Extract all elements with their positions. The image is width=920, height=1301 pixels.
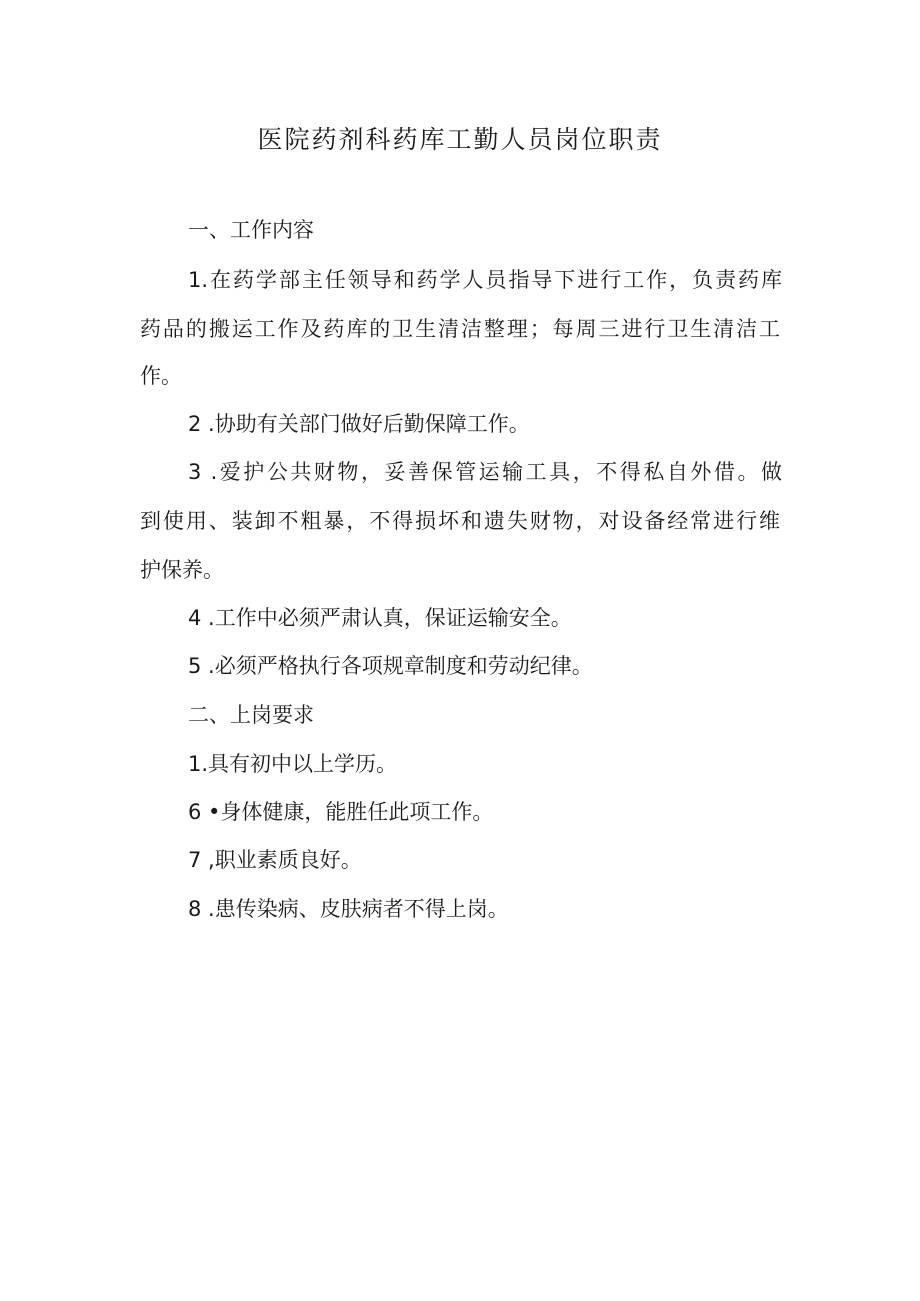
section-heading-work-content: 一、工作内容 [188, 218, 314, 242]
paragraph-line: 6 •身体健康，能胜任此项工作。 [188, 800, 494, 824]
paragraph-line: 8 .患传染病、皮肤病者不得上岗。 [188, 897, 509, 921]
paragraph-line: 作。 [140, 364, 182, 388]
section-heading-job-requirements: 二、上岗要求 [188, 703, 314, 727]
paragraph-line: 3 .爱护公共财物，妥善保管运输工具，不得私自外借。做 [188, 460, 782, 484]
paragraph-line: 7 ,职业素质良好。 [188, 848, 362, 872]
paragraph-line: 4 .工作中必须严肃认真，保证运输安全。 [188, 606, 572, 630]
paragraph-line: 1.具有初中以上学历。 [188, 752, 398, 776]
paragraph-line: 到使用、装卸不粗暴，不得损坏和遗失财物，对设备经常进行维 [140, 509, 780, 533]
paragraph-line: 2 .协助有关部门做好后勤保障工作。 [188, 412, 530, 436]
paragraph-line: 药品的搬运工作及药库的卫生清洁整理；每周三进行卫生清洁工 [140, 317, 780, 341]
paragraph-line: 护保养。 [140, 558, 224, 582]
paragraph-line: 5 .必须严格执行各项规章制度和劳动纪律。 [188, 654, 593, 678]
document-title: 医院药剂科药库工勤人员岗位职责 [257, 125, 663, 154]
paragraph-line: 1.在药学部主任领导和药学人员指导下进行工作，负责药库 [188, 268, 782, 292]
